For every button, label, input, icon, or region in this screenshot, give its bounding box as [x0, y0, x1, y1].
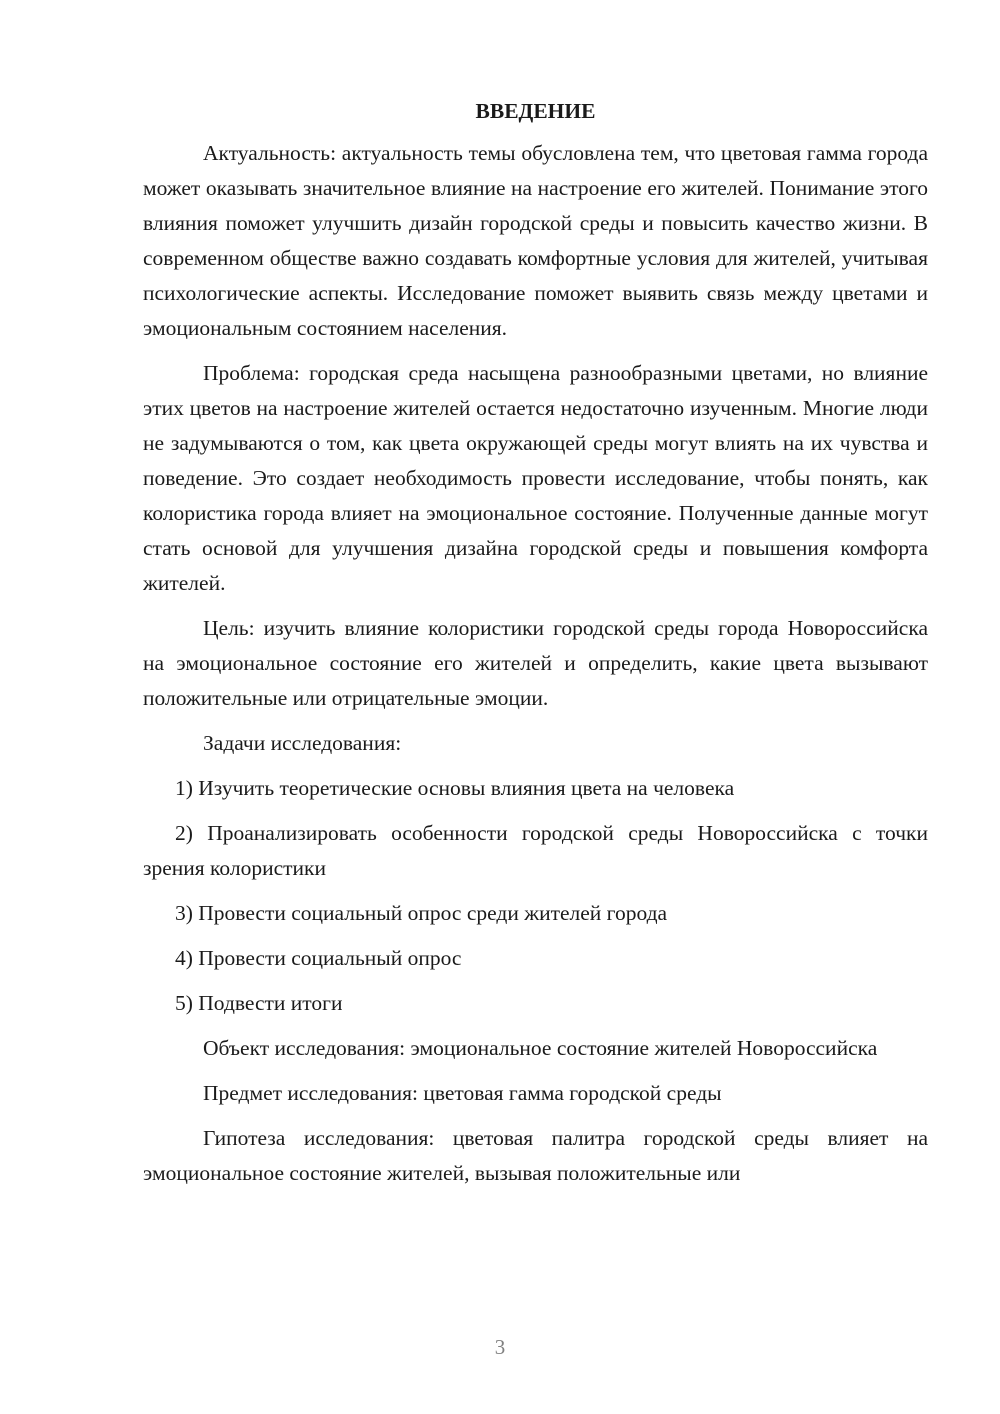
task-item-2: 2) Проанализировать особенности городской среды Новороссийска с точки зрения колористики — [143, 821, 928, 880]
hypothesis-paragraph: Гипотеза исследования: цветовая палитра городской среды влияет на эмоциональное состояние жителей, вызывая положительные или — [143, 1126, 928, 1185]
object-paragraph: Объект исследования: эмоциональное состояние жителей Новороссийска — [203, 1036, 878, 1060]
task-item-1: 1) Изучить теоретические основы влияния цвета на человека — [175, 776, 735, 800]
page-title: ВВЕДЕНИЕ — [475, 99, 596, 123]
relevance-paragraph: Актуальность: актуальность темы обусловлена тем, что цветовая гамма города может оказывать значительное влияние на настроение его жителей. Понимание этого влияния поможет улучшить дизайн городской среды и повысить качество жизни. В современном обществе важно создавать комфортные условия для жителей, учитывая психологические аспекты. Исследование поможет выявить связь между цветами и эмоциональным состоянием населения. — [143, 141, 928, 340]
task-item-3: 3) Провести социальный опрос среди жителей города — [175, 901, 668, 925]
tasks-heading: Задачи исследования: — [203, 731, 402, 755]
document-page — [143, 96, 928, 1201]
page-number: 3 — [494, 1335, 506, 1359]
problem-paragraph: Проблема: городская среда насыщена разнообразными цветами, но влияние этих цветов на настроение жителей остается недостаточно изученным. Многие люди не задумываются о том, как цвета окружающей среды могут влиять на их чувства и поведение. Это создает необходимость провести исследование, чтобы понять, как колористика города влияет на эмоциональное состояние. Полученные данные могут стать основой для улучшения дизайна городской среды и повышения комфорта жителей. — [143, 361, 928, 595]
task-item-5: 5) Подвести итоги — [175, 991, 343, 1015]
goal-paragraph: Цель: изучить влияние колористики городской среды города Новороссийска на эмоциональное состояние его жителей и определить, какие цвета вызывают положительные или отрицательные эмоции. — [143, 616, 928, 710]
subject-paragraph: Предмет исследования: цветовая гамма городской среды — [203, 1081, 722, 1105]
task-item-4: 4) Провести социальный опрос — [175, 946, 462, 970]
